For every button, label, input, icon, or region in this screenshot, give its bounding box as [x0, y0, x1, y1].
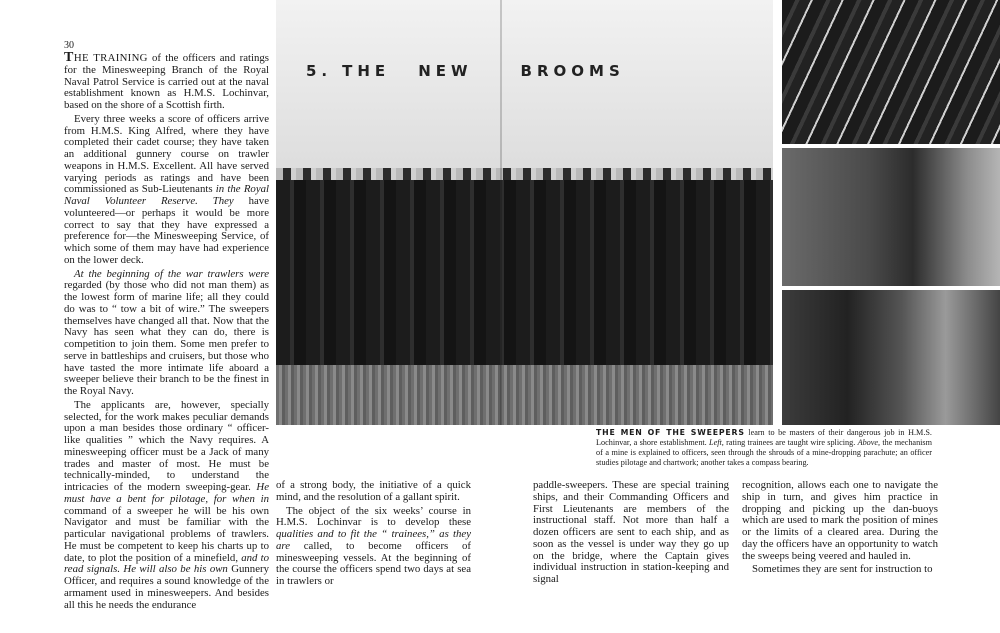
- emphasis: in the Royal Naval Volunteer Reserve. They: [64, 183, 270, 207]
- main-photo-sailors-splicing: [276, 0, 773, 425]
- paragraph: [64, 400, 269, 612]
- photo-grass: [276, 365, 773, 425]
- paragraph: [742, 564, 938, 576]
- text-column-4: [742, 480, 938, 575]
- section-title: [306, 62, 625, 80]
- paragraph: [64, 114, 269, 267]
- title-word: NEW: [418, 62, 473, 80]
- paragraph: [64, 269, 269, 398]
- paragraph: [64, 52, 269, 112]
- emphasis: and to read signals. He will also be his own: [64, 551, 269, 576]
- title-word: BROOMS: [520, 62, 625, 80]
- emphasis: qualities and to fit the “ trainees,” as they are: [276, 528, 471, 552]
- caption-lead: THE MEN OF THE SWEEPERS: [596, 428, 745, 437]
- paragraph-text: of a strong body, the initiative of a quick mind, and the resolution of a gallant spirit.: [276, 479, 471, 503]
- page-number: 30: [64, 40, 74, 51]
- emphasis: He must have a bent for pilotage, for when in: [64, 481, 269, 505]
- paragraph-text: recognition, allows each one to navigate the ship in turn, and gives him practice in dropping and picking up the dan-buoys which are used to mark the position of mines or the limits of a cleared area. During the day the officers have an opportunity to watch the sweeps being veered and hauled in.: [742, 479, 938, 562]
- paragraph: [533, 480, 729, 586]
- text-column-1: [64, 50, 270, 611]
- caption-text: the mechanism of a mine is explained to officers, seen through the shrouds of a mine-dropping parachute; an officer studies pilotage and chartwork; another takes a compass bearing.: [596, 438, 932, 467]
- paragraph-text: have volunteered—or perhaps it would be more correct to say that they have expressed a preference for—the Minesweeping Service, of which some of them may have had experience on the lower deck.: [64, 195, 269, 266]
- caption-text: learn to be masters of their dangerous job in H.M.S. Lochinvar, a shore establishment.: [596, 428, 932, 447]
- paragraph-text: The applicants are, however, specially selected, for the work makes peculiar demands upon a man besides those ordinary “ officer-like qualities ” which the Navy requires. A minesweeping officer must be a Jack of many trades and master of most. He must be technically-minded, to understand the intricacies of the modern sweeping-gear.: [64, 398, 269, 493]
- caption-text: rating trainees are taught wire splicing.: [723, 438, 858, 447]
- emphasis: At the beginning of the war trawlers were: [74, 267, 269, 280]
- drop-cap: T: [64, 50, 74, 65]
- photo-parachute-shrouds: [782, 0, 1000, 144]
- caption-emphasis: Above,: [857, 438, 881, 447]
- photo-compass-bearing: [782, 290, 1000, 425]
- paragraph-text: Gunnery Officer, and requires a sound knowledge of the armament used in minesweepers. And besides all this he needs the endurance: [64, 563, 269, 611]
- paragraph-text: command of a sweeper he will be his own Navigator and must be familiar with the particular navigational problems of trawlers. He must be competent to keep his charts up to date, to plot the position of a minefield,: [64, 504, 269, 564]
- paragraph-text: regarded (by those who did not man them) as the lowest form of marine life; all they could do was to “ tow a bit of wire.” The sweepers themselves have changed all that. Now that the Navy has seen what they can do, there is competition to join them. Some men prefer to serve in battleships and cruisers, but those who have tasted the more intimate life aboard a sweeper believe their branch to be the finest in the Royal Navy.: [64, 279, 269, 397]
- photo-caption: [596, 428, 932, 468]
- text-column-3: [533, 479, 729, 585]
- text-column-2: [276, 479, 471, 587]
- photo-sky: [276, 0, 773, 180]
- paragraph: [276, 480, 471, 504]
- paragraph: [742, 480, 938, 562]
- paragraph-text: The object of the six weeks’ course in H.M.S. Lochinvar is to develop these: [276, 504, 471, 529]
- photo-officer-chartwork: [782, 148, 1000, 286]
- paragraph-text: called, to become officers of minesweeping vessels. At the beginning of the course the officers spend two days at sea in trawlers or: [276, 539, 471, 587]
- title-word: THE: [342, 62, 391, 80]
- paragraph-text: paddle-sweepers. These are special training ships, and their Commanding Officers and First Lieutenants are members of the instructional staff. Not more than half a dozen officers are sent to each ship, and as soon as the vessel is under way they go up on the bridge, where the Captain gives individual instruction in station-keeping and signal: [533, 479, 729, 585]
- photo-sailors-group: [276, 180, 773, 370]
- lead-in: HE TRAINING: [73, 52, 148, 64]
- paragraph-text: of the officers and ratings for the Minesweeping Branch of the Royal Naval Patrol Service is carried out at the naval establishment known as H.M.S. Lochinvar, based on the shore of a Scottish firth.: [64, 52, 269, 111]
- caption-emphasis: Left,: [709, 438, 724, 447]
- paragraph-text: Sometimes they are sent for instruction to: [752, 563, 933, 576]
- paragraph: [276, 506, 471, 588]
- section-number: 5.: [306, 62, 333, 80]
- paragraph-text: Every three weeks a score of officers arrive from H.M.S. King Alfred, where they have completed their cadet course; they have taken an additional gunnery course on trawler weapons in H.M.S. Excellent. All have served varying periods as ratings and have been commissioned as Sub-Lieutenants: [64, 112, 269, 196]
